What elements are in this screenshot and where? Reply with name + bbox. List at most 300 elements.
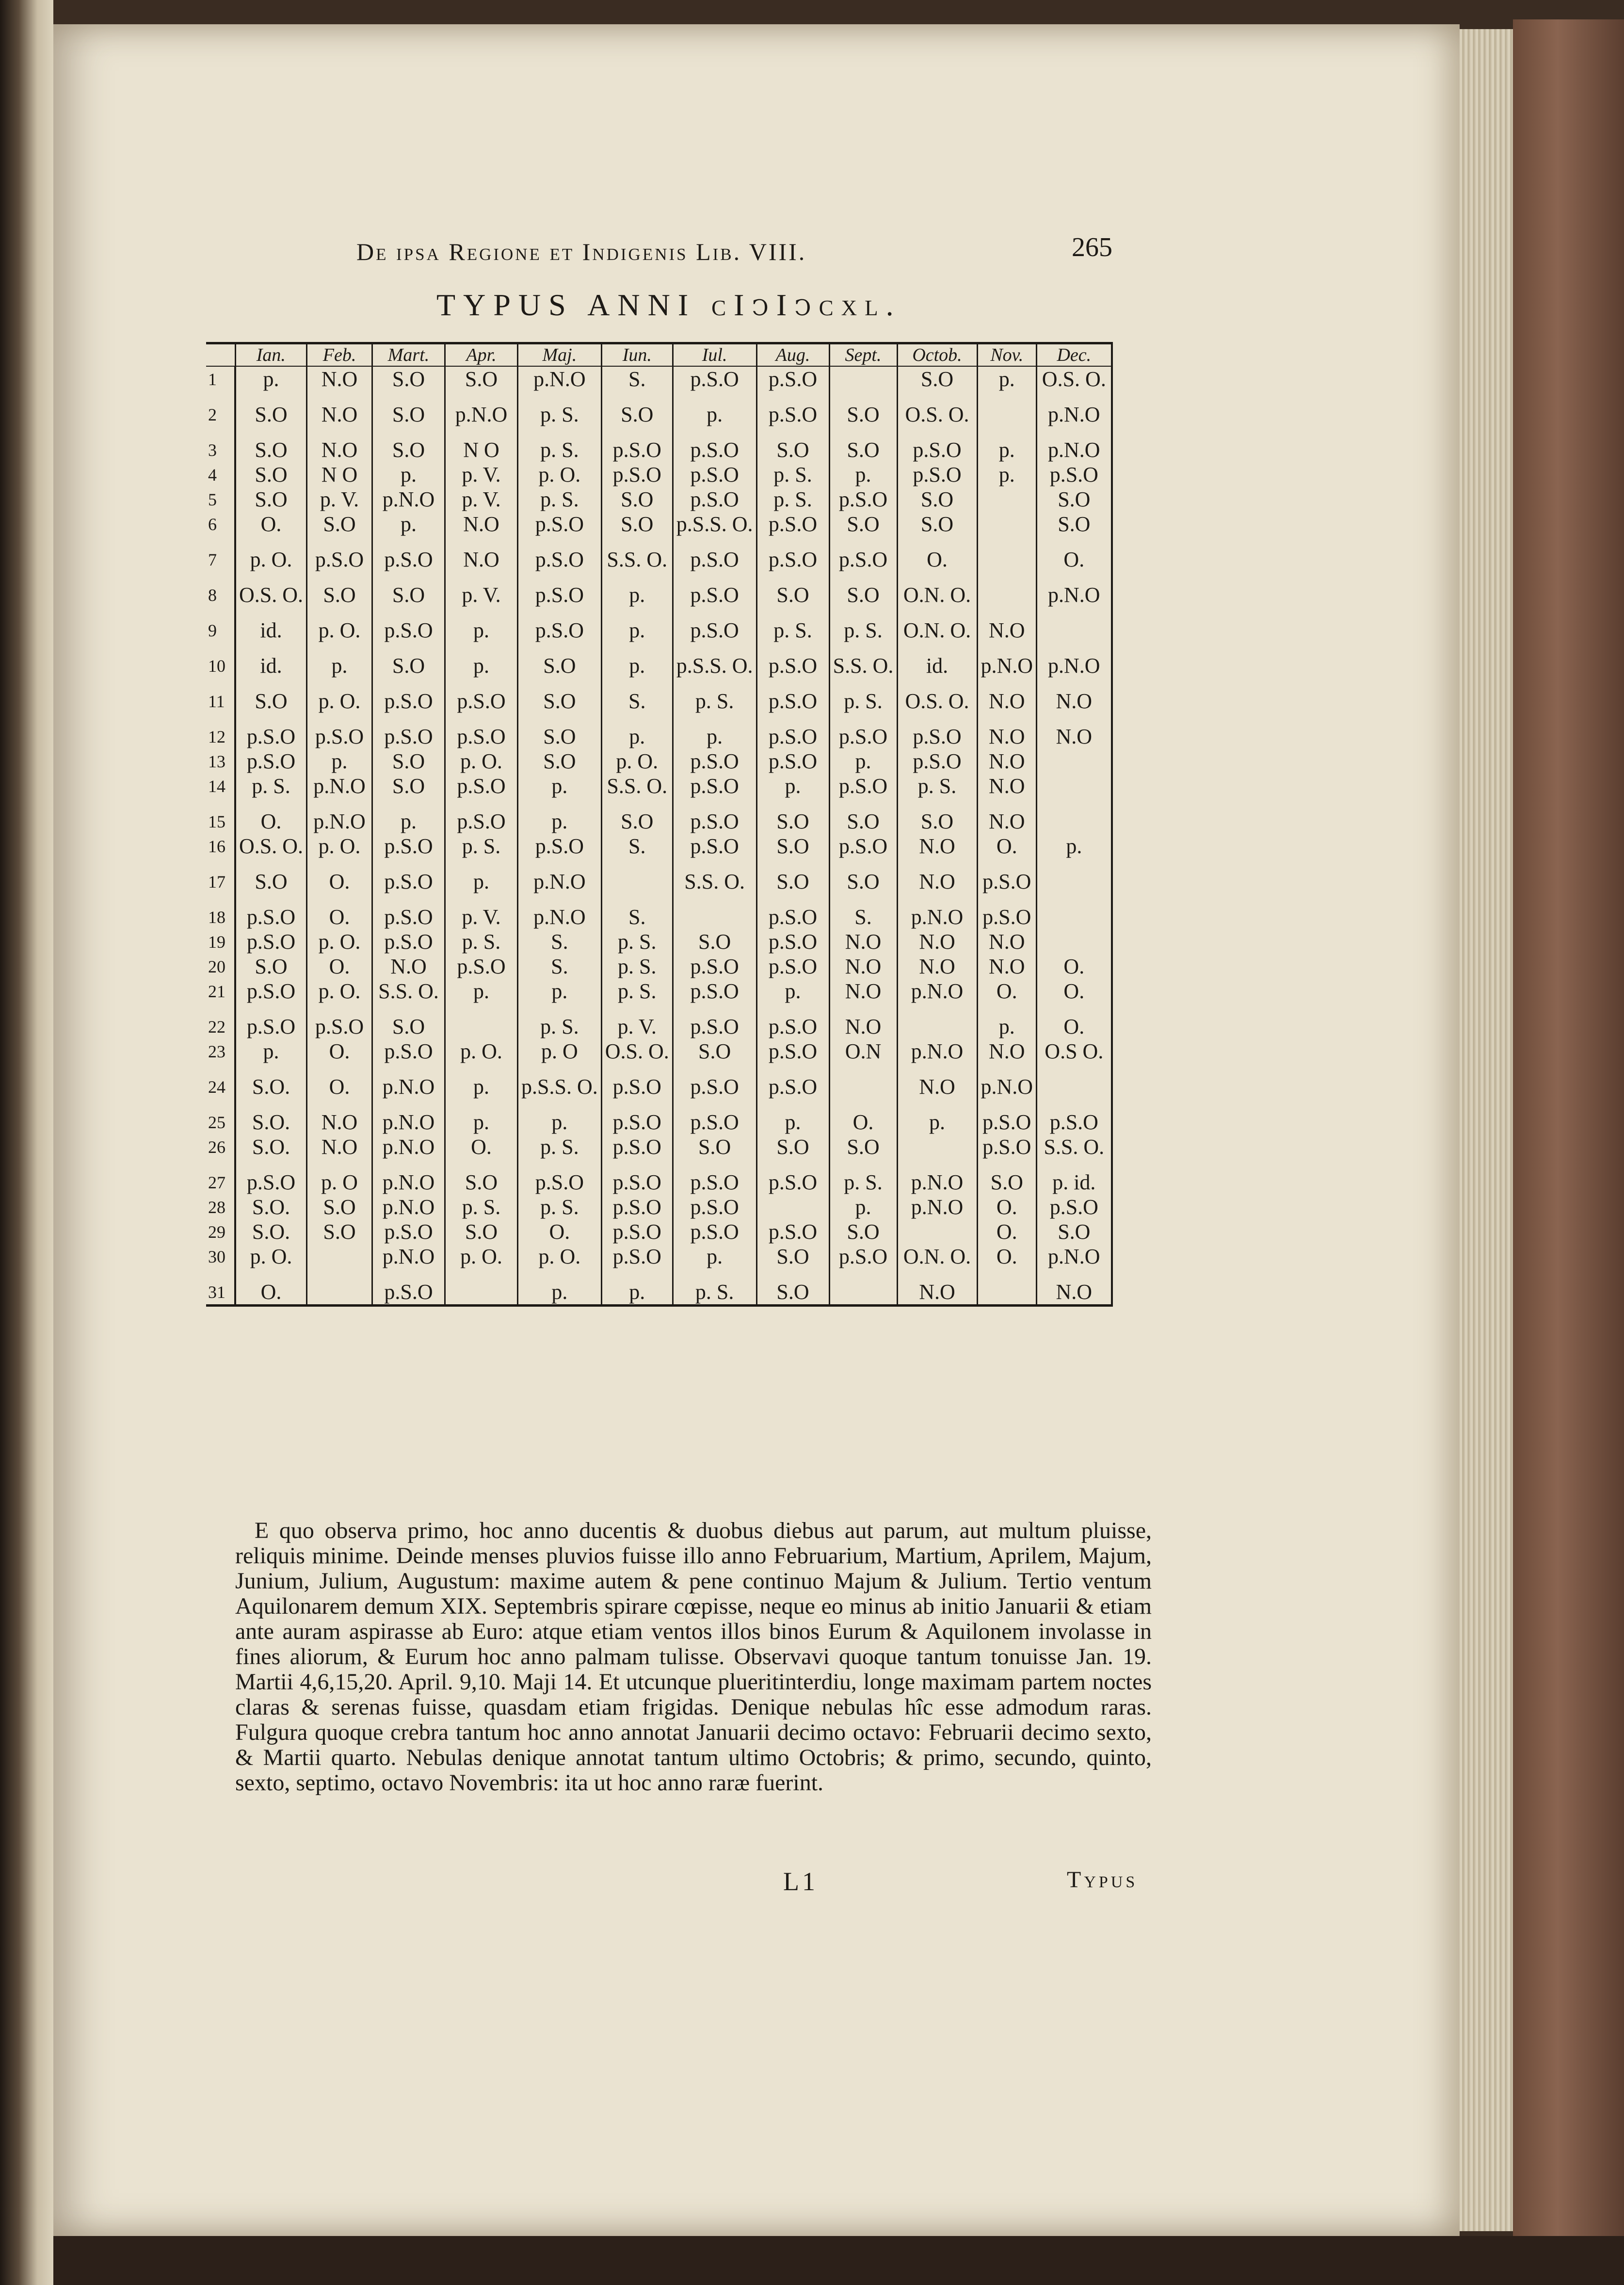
table-row (206, 834, 1112, 859)
running-head: De ipsa Regione et Indigenis Lib. VIII. (356, 238, 807, 265)
spacer-cell (756, 1064, 829, 1074)
weather-cell: p.S.O (601, 1074, 673, 1099)
weather-cell: O.S O. (1037, 1039, 1112, 1064)
spacer-cell (235, 643, 307, 653)
spacer-cell (829, 894, 897, 905)
spacer-cell (897, 894, 977, 905)
spacer-cell (829, 643, 897, 653)
weather-cell: S.O (372, 402, 445, 427)
weather-cell: N.O (1037, 724, 1112, 749)
weather-cell: p. O. (307, 689, 372, 713)
spacer-cell (445, 678, 518, 689)
weather-cell: S.O (307, 583, 372, 607)
spacer-cell (897, 607, 977, 618)
weather-cell: S.O. (235, 1134, 307, 1159)
spacer-cell (307, 607, 372, 618)
table-row (206, 487, 1112, 512)
weather-cell: p. S. (518, 1134, 602, 1159)
weather-cell: p. (601, 618, 673, 643)
weather-cell: p. (518, 774, 602, 798)
spacer-cell (372, 1269, 445, 1280)
weather-cell: S.O (756, 809, 829, 834)
spacer-cell (1037, 536, 1112, 547)
spacer-cell (445, 1099, 518, 1110)
weather-cell: p. S. (235, 774, 307, 798)
spacer-cell (307, 427, 372, 438)
weather-cell: p. (307, 653, 372, 678)
spacer-cell (977, 1064, 1037, 1074)
weather-cell: N O (445, 438, 518, 462)
weather-cell: p.S.O (756, 1039, 829, 1064)
weather-cell: p. O. (601, 749, 673, 774)
weather-cell: S. (601, 689, 673, 713)
spacer-cell (601, 1004, 673, 1014)
spacer-cell (829, 427, 897, 438)
spacer-cell (518, 678, 602, 689)
weather-cell: p. O (307, 1170, 372, 1195)
weather-cell: p.S.O (372, 724, 445, 749)
spacer-cell (977, 643, 1037, 653)
table-row (206, 1039, 1112, 1064)
weather-cell: p.S.O (756, 724, 829, 749)
month-header: Feb. (307, 343, 372, 367)
weather-cell: S.O (372, 583, 445, 607)
spacer-cell (1037, 1004, 1112, 1014)
weather-cell: p. (977, 462, 1037, 487)
spacer-cell (673, 798, 756, 809)
weather-cell: p.N.O (372, 487, 445, 512)
day-number: 17 (206, 869, 235, 894)
spacer-cell (977, 1099, 1037, 1110)
day-number: 21 (206, 979, 235, 1004)
row-spacer (206, 859, 1112, 869)
weather-cell: p. S. (673, 689, 756, 713)
signature-mark: L1 (783, 1867, 818, 1896)
weather-cell: p.S.O (756, 929, 829, 954)
weather-cell (1037, 618, 1112, 643)
weather-cell: S.O (235, 689, 307, 713)
weather-cell: id. (897, 653, 977, 678)
day-number: 7 (206, 547, 235, 572)
weather-cell: p.S.O (518, 583, 602, 607)
weather-cell: N.O (445, 512, 518, 536)
weather-cell: p.S.O (601, 1110, 673, 1134)
weather-cell: p.N.O (372, 1134, 445, 1159)
weather-cell: p. O. (518, 462, 602, 487)
row-spacer (206, 1004, 1112, 1014)
spacer-cell (756, 1269, 829, 1280)
spacer-cell (235, 1269, 307, 1280)
weather-cell: p.N.O (372, 1170, 445, 1195)
spacer-cell (673, 391, 756, 402)
weather-cell: p.S.O (897, 438, 977, 462)
spacer-cell (206, 713, 235, 724)
spacer-cell (829, 678, 897, 689)
row-spacer (206, 536, 1112, 547)
spacer-cell (206, 643, 235, 653)
spacer-cell (977, 1159, 1037, 1170)
table-row (206, 618, 1112, 643)
weather-cell: S.O (235, 487, 307, 512)
spacer-cell (235, 678, 307, 689)
weather-cell: O. (977, 1195, 1037, 1219)
weather-cell: p. (829, 1195, 897, 1219)
weather-cell: p. (518, 809, 602, 834)
spacer-cell (235, 859, 307, 869)
spacer-cell (372, 607, 445, 618)
weather-cell: p.S.O (673, 618, 756, 643)
day-number: 3 (206, 438, 235, 462)
spacer-cell (601, 713, 673, 724)
weather-cell: p.S.O (673, 1074, 756, 1099)
row-spacer (206, 427, 1112, 438)
weather-cell: p.S.O (601, 1244, 673, 1269)
spacer-cell (372, 798, 445, 809)
spacer-cell (307, 678, 372, 689)
weather-cell: p. (445, 618, 518, 643)
spacer-cell (829, 713, 897, 724)
weather-cell: O.S. O. (235, 834, 307, 859)
weather-cell (977, 487, 1037, 512)
spacer-cell (601, 1099, 673, 1110)
day-number: 5 (206, 487, 235, 512)
spacer-cell (372, 713, 445, 724)
weather-cell: p.S.S. O. (518, 1074, 602, 1099)
day-number: 29 (206, 1219, 235, 1244)
weather-cell: p.S.O (372, 1280, 445, 1306)
weather-cell: N.O (1037, 1280, 1112, 1306)
weather-cell: p. V. (445, 487, 518, 512)
weather-cell (445, 1014, 518, 1039)
weather-cell: p.S.S. O. (673, 512, 756, 536)
spacer-cell (235, 572, 307, 583)
spacer-cell (756, 859, 829, 869)
weather-cell: N.O (897, 929, 977, 954)
spacer-cell (307, 643, 372, 653)
spacer-cell (756, 427, 829, 438)
weather-cell: O. (1037, 954, 1112, 979)
weather-cell: O. (235, 1280, 307, 1306)
weather-cell: p.N.O (518, 869, 602, 894)
weather-cell: p. O. (307, 618, 372, 643)
weather-cell: N.O (307, 1110, 372, 1134)
weather-cell: p. S. (601, 979, 673, 1004)
weather-cell: S.O (235, 462, 307, 487)
weather-cell: p. (601, 724, 673, 749)
weather-cell: p. (518, 1110, 602, 1134)
weather-cell: S.O (601, 402, 673, 427)
weather-cell: p.S.O (756, 954, 829, 979)
spacer-cell (307, 1099, 372, 1110)
weather-cell: p.S.O (518, 834, 602, 859)
spacer-cell (977, 798, 1037, 809)
weather-cell: p. (235, 1039, 307, 1064)
weather-cell: p.S.O (235, 1014, 307, 1039)
weather-cell: O. (307, 905, 372, 929)
weather-cell: p.S.O (518, 1170, 602, 1195)
spacer-cell (307, 572, 372, 583)
spacer-cell (977, 713, 1037, 724)
weather-cell: S.O (673, 929, 756, 954)
weather-cell: S.O (756, 834, 829, 859)
weather-cell: S.S. O. (829, 653, 897, 678)
spacer-cell (1037, 1064, 1112, 1074)
spacer-cell (673, 1004, 756, 1014)
weather-cell: S.O (829, 1134, 897, 1159)
weather-cell: p.S.O (235, 929, 307, 954)
weather-cell: p.N.O (977, 653, 1037, 678)
spacer-cell (1037, 391, 1112, 402)
weather-cell: N.O (445, 547, 518, 572)
weather-cell: S.O (756, 1280, 829, 1306)
background-edge (53, 2236, 1624, 2285)
weather-cell: p.S.O (756, 547, 829, 572)
weather-cell: p.S.O (372, 689, 445, 713)
table-row (206, 402, 1112, 427)
weather-cell: S.O (829, 583, 897, 607)
weather-cell: p.S.O (897, 462, 977, 487)
spacer-cell (897, 798, 977, 809)
weather-cell: p.S.O (372, 618, 445, 643)
spacer-cell (307, 894, 372, 905)
weather-cell: p.S.O (518, 618, 602, 643)
spacer-cell (673, 427, 756, 438)
page-block-edges (1460, 29, 1513, 2231)
spacer-cell (829, 859, 897, 869)
weather-cell: S.O (1037, 512, 1112, 536)
spacer-cell (1037, 643, 1112, 653)
weather-cell: p. id. (1037, 1170, 1112, 1195)
weather-cell: p. (977, 1014, 1037, 1039)
spacer-cell (206, 607, 235, 618)
spacer-cell (445, 1269, 518, 1280)
weather-cell: O. (235, 512, 307, 536)
weather-cell (1037, 905, 1112, 929)
commentary-text: E quo observa primo, hoc anno ducentis & duobus diebus aut parum, aut multum pluisse, reliquis minime. Deinde menses pluvios fuisse illo anno Februarium, Martium, Aprilem, Majum, Junium, Julium, Augustum: maxime autem & pene continuo Majum & Julium. Tertio ventum Aquilonarem demum XIX. Septembris spirare cœpisse, neque eo minus ab initio Januarii & etiam ante auram aspirasse ab Euro: atque etiam ventos illos binos Eurum & Aquilonem involasse in fines aliorum, & Eurum hoc anno palmam tulisse. Observavi quoque tantum tonuisse Jan. 19. Martii 4,6,15,20. April. 9,10. Maji 14. Et utcunque plueritinterdiu, longe maximam partem noctes claras & serenas fuisse, quasdam etiam frigidas. Denique nebulas hîc esse admodum raras. Fulgura quoque crebra tantum hoc anno annotat Januarii decimo octavo: Februarii decimo sexto, & Martii quarto. Nebulas denique annotat tantum ultimo Octobris; & primo, secundo, quinto, sexto, septimo, octavo Novembris: ita ut hoc anno raræ fuerint. (235, 1518, 1152, 1796)
row-spacer (206, 1064, 1112, 1074)
weather-cell: p.S.O (1037, 1110, 1112, 1134)
month-header: Ian. (235, 343, 307, 367)
spacer-cell (372, 1099, 445, 1110)
weather-cell: p.S.O (829, 834, 897, 859)
weather-cell: p. (601, 653, 673, 678)
weather-cell: O.S. O. (1037, 366, 1112, 391)
spacer-cell (307, 1269, 372, 1280)
weather-cell: p.S.O (673, 487, 756, 512)
spacer-cell (235, 1004, 307, 1014)
weather-cell: S.O (829, 402, 897, 427)
weather-cell: S.O (307, 1195, 372, 1219)
table-row (206, 1014, 1112, 1039)
month-header: Iul. (673, 343, 756, 367)
weather-cell: N.O (1037, 689, 1112, 713)
spacer-cell (977, 678, 1037, 689)
weather-cell: S.O (977, 1170, 1037, 1195)
weather-cell (897, 1134, 977, 1159)
spacer-cell (756, 643, 829, 653)
spacer-cell (601, 391, 673, 402)
weather-cell: p.N.O (1037, 653, 1112, 678)
weather-cell: S. (829, 905, 897, 929)
spacer-cell (756, 678, 829, 689)
spacer-cell (206, 678, 235, 689)
spacer-cell (756, 391, 829, 402)
book-cover (1513, 19, 1624, 2260)
spacer-cell (897, 1159, 977, 1170)
spacer-cell (897, 713, 977, 724)
weather-cell: S. (518, 929, 602, 954)
spacer-cell (601, 1269, 673, 1280)
weather-cell: p.S.O (673, 1195, 756, 1219)
weather-cell: p.N.O (372, 1074, 445, 1099)
weather-cell: p. V. (445, 462, 518, 487)
weather-cell: S.O (445, 1170, 518, 1195)
weather-cell (897, 1014, 977, 1039)
weather-cell: p.S.O (372, 1039, 445, 1064)
spacer-cell (897, 678, 977, 689)
spacer-cell (372, 391, 445, 402)
weather-cell: p. S. (829, 689, 897, 713)
weather-cell: O. (1037, 547, 1112, 572)
weather-cell (1037, 869, 1112, 894)
weather-cell: p. (897, 1110, 977, 1134)
weather-cell: S.O (445, 1219, 518, 1244)
weather-cell: p. (673, 1244, 756, 1269)
weather-cell: S.O (235, 954, 307, 979)
weather-cell: S.O (518, 653, 602, 678)
weather-cell: N.O (977, 689, 1037, 713)
weather-cell: S.O (601, 512, 673, 536)
month-header-row (206, 343, 1112, 367)
weather-cell: S.O (372, 366, 445, 391)
weather-cell: p.S.O (756, 402, 829, 427)
day-number: 20 (206, 954, 235, 979)
weather-cell: p. (372, 809, 445, 834)
weather-cell: p.S.O (601, 1170, 673, 1195)
weather-cell: p.S.O (673, 1110, 756, 1134)
table-row (206, 905, 1112, 929)
weather-cell: p.S.O (673, 462, 756, 487)
weather-cell: p.S.O (445, 689, 518, 713)
weather-cell: p.S.O (829, 547, 897, 572)
weather-cell: p.N.O (372, 1195, 445, 1219)
weather-cell: p. S. (756, 487, 829, 512)
spacer-cell (235, 1159, 307, 1170)
weather-cell: p.S.O (673, 1219, 756, 1244)
spacer-cell (235, 1064, 307, 1074)
spacer-cell (445, 572, 518, 583)
weather-cell: O.N (829, 1039, 897, 1064)
weather-cell: p. (518, 1280, 602, 1306)
row-spacer (206, 391, 1112, 402)
weather-cell: p. V. (445, 583, 518, 607)
spacer-cell (829, 1099, 897, 1110)
spacer-cell (977, 607, 1037, 618)
spacer-cell (372, 1159, 445, 1170)
weather-cell (829, 1280, 897, 1306)
spacer-cell (601, 798, 673, 809)
spacer-cell (829, 1064, 897, 1074)
spacer-cell (673, 713, 756, 724)
weather-cell: p.S.O (673, 979, 756, 1004)
weather-cell: p.N.O (1037, 1244, 1112, 1269)
weather-cell: O.S. O. (897, 689, 977, 713)
weather-cell (307, 1244, 372, 1269)
month-header: Aug. (756, 343, 829, 367)
weather-cell: p.S.O (445, 954, 518, 979)
table-row (206, 749, 1112, 774)
table-row (206, 462, 1112, 487)
month-header: Dec. (1037, 343, 1112, 367)
weather-cell: p.N.O (307, 774, 372, 798)
spacer-cell (977, 859, 1037, 869)
table-row (206, 809, 1112, 834)
table-row (206, 583, 1112, 607)
commentary (235, 1518, 1152, 1796)
weather-cell: p.N.O (897, 905, 977, 929)
day-number: 18 (206, 905, 235, 929)
weather-cell (829, 1074, 897, 1099)
weather-cell: S.O (372, 1014, 445, 1039)
weather-cell: S.O (756, 438, 829, 462)
spacer-cell (601, 1064, 673, 1074)
weather-cell: N.O (829, 929, 897, 954)
weather-cell: p. (977, 366, 1037, 391)
row-spacer (206, 572, 1112, 583)
weather-cell: S.O (829, 438, 897, 462)
weather-cell: p. S. (445, 929, 518, 954)
table-row (206, 929, 1112, 954)
weather-cell: S.O (445, 366, 518, 391)
spacer-cell (601, 894, 673, 905)
weather-cell: p.S.O (673, 1170, 756, 1195)
weather-cell: S.S. O. (601, 774, 673, 798)
weather-cell: N.O (977, 1039, 1037, 1064)
spacer-cell (673, 1064, 756, 1074)
table-row (206, 1074, 1112, 1099)
spacer-cell (518, 798, 602, 809)
spacer-cell (445, 859, 518, 869)
spacer-cell (977, 427, 1037, 438)
weather-cell: N.O (307, 438, 372, 462)
spacer-cell (756, 1159, 829, 1170)
spacer-cell (829, 391, 897, 402)
spacer-cell (977, 391, 1037, 402)
weather-cell: N.O (372, 954, 445, 979)
day-number: 19 (206, 929, 235, 954)
weather-cell: S.O (518, 724, 602, 749)
spacer-cell (1037, 798, 1112, 809)
table-row (206, 774, 1112, 798)
day-number: 6 (206, 512, 235, 536)
table-row (206, 1280, 1112, 1306)
spacer-cell (518, 643, 602, 653)
spacer-cell (235, 798, 307, 809)
spacer-cell (307, 798, 372, 809)
weather-cell: p.S.O (829, 774, 897, 798)
spacer-cell (1037, 894, 1112, 905)
weather-cell: S.O. (235, 1110, 307, 1134)
weather-cell: O. (307, 1039, 372, 1064)
weather-table-body (206, 366, 1112, 1306)
spacer-cell (673, 1099, 756, 1110)
weather-cell: N O (307, 462, 372, 487)
spacer-cell (1037, 1269, 1112, 1280)
weather-cell: p. (235, 366, 307, 391)
weather-cell: N.O (307, 402, 372, 427)
month-header: Apr. (445, 343, 518, 367)
spacer-cell (445, 713, 518, 724)
